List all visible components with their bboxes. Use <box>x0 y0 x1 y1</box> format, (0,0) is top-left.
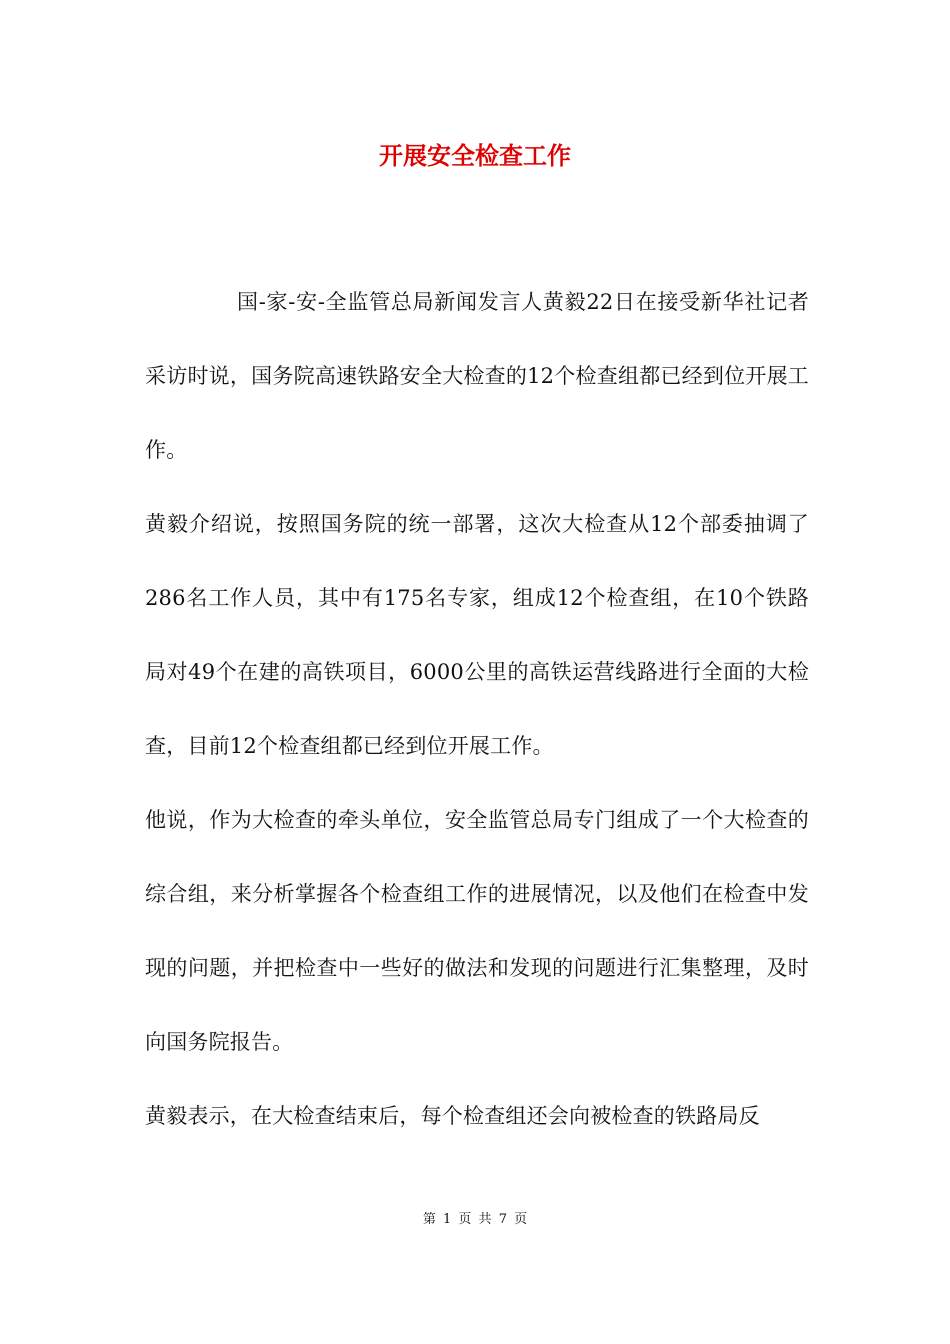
paragraph: 他说，作为大检查的牵头单位，安全监管总局专门组成了一个大检查的综合组，来分析掌握各个检查组工作的进展情况，以及他们在检查中发现的问题，并把检查中一些好的做法和发现的问题进行汇集整理，及时向国务院报告。 <box>145 808 809 1054</box>
document-body <box>145 265 809 1153</box>
page-number-footer: 第 1 页 共 7 页 <box>422 1212 528 1227</box>
paragraph: 国-家-安-全监管总局新闻发言人黄毅22日在接受新华社记者采访时说，国务院高速铁路安全大检查的12个检查组都已经到位开展工作。 <box>145 290 809 462</box>
paragraph: 黄毅表示，在大检查结束后，每个检查组还会向被检查的铁路局反 <box>145 1104 760 1128</box>
document-title: 开展安全检查工作 <box>379 142 571 170</box>
paragraph: 黄毅介绍说，按照国务院的统一部署，这次大检查从12个部委抽调了286名工作人员，其中有175名专家，组成12个检查组，在10个铁路局对49个在建的高铁项目，6000公里的高铁运营线路进行全面的大检查，目前12个检查组都已经到位开展工作。 <box>145 512 809 758</box>
